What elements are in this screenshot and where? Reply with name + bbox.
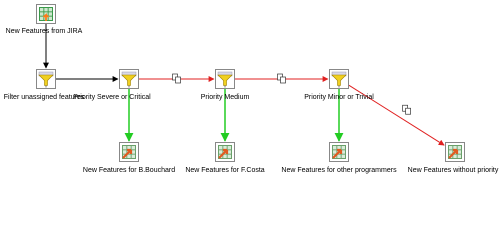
- step-label-others: New Features for other programmers: [281, 167, 397, 174]
- spreadsheet-output-icon: [120, 143, 139, 162]
- spreadsheet-output-icon: [446, 143, 465, 162]
- spreadsheet-input-icon: [37, 5, 56, 24]
- copy-hop-icon: [403, 105, 411, 114]
- copy-hop-icon: [173, 74, 181, 83]
- step-label-severe: Priority Severe or Critical: [73, 94, 151, 101]
- step-label-nopriority: New Features without priority: [407, 167, 499, 174]
- filter-funnel-icon: [216, 70, 235, 89]
- hops-layer: [46, 24, 444, 145]
- step-severe[interactable]: [120, 70, 139, 89]
- step-costa[interactable]: [216, 143, 235, 162]
- step-jira[interactable]: [37, 5, 56, 24]
- step-label-medium: Priority Medium: [200, 94, 250, 101]
- spreadsheet-output-icon: [330, 143, 349, 162]
- step-label-jira: New Features from JIRA: [5, 28, 83, 35]
- spreadsheet-output-icon: [216, 143, 235, 162]
- step-label-costa: New Features for F.Costa: [185, 167, 265, 174]
- step-others[interactable]: [330, 143, 349, 162]
- steps-layer: [37, 5, 465, 162]
- copy-hop-icon: [278, 74, 286, 83]
- step-label-bouchard: New Features for B.Bouchard: [82, 167, 176, 174]
- step-label-filter: Filter unassigned features: [3, 94, 85, 101]
- filter-funnel-icon: [37, 70, 56, 89]
- filter-funnel-icon: [120, 70, 139, 89]
- filter-funnel-icon: [330, 70, 349, 89]
- step-filter[interactable]: [37, 70, 56, 89]
- step-label-minor: Priority Minor or Trivial: [304, 94, 374, 101]
- step-minor[interactable]: [330, 70, 349, 89]
- step-bouchard[interactable]: [120, 143, 139, 162]
- step-nopriority[interactable]: [446, 143, 465, 162]
- step-medium[interactable]: [216, 70, 235, 89]
